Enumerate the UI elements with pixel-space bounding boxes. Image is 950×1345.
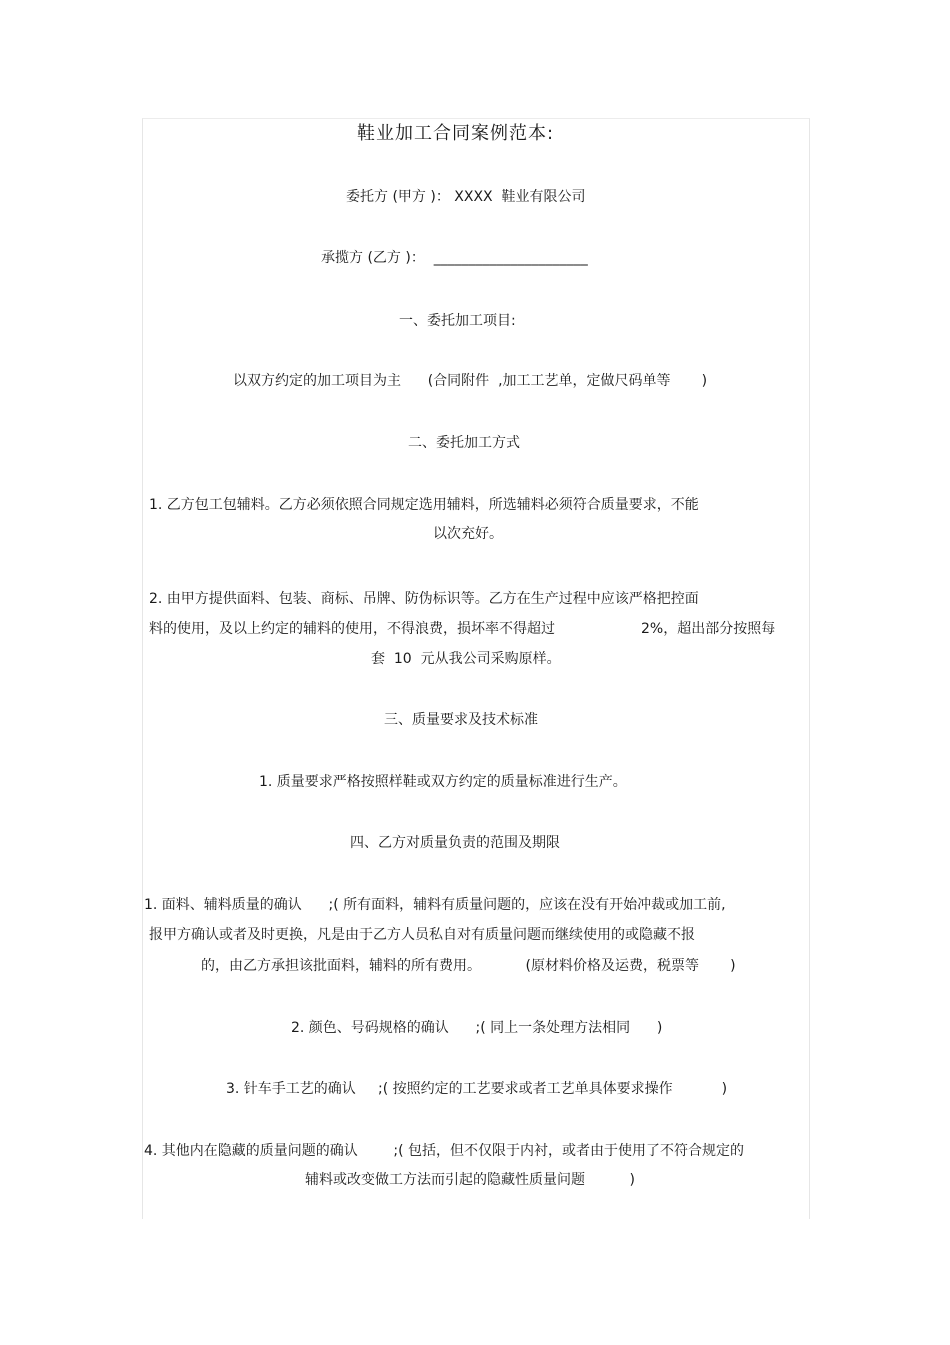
section-2-p1-line1: 1. 乙方包工包辅料。乙方必须依照合同规定选用辅料，所选辅料必须符合质量要求，不能: [149, 497, 699, 513]
section-2-p1-line2: 以次充好。: [433, 526, 503, 542]
party-a: 委托方 (甲方 )： XXXX 鞋业有限公司: [346, 189, 586, 205]
doc-title: 鞋业加工合同案例范本:: [357, 123, 555, 144]
section-1-text: 以双方约定的加工项目为主 (合同附件 ,加工工艺单，定做尺码单等 ): [233, 373, 708, 389]
section-4-p2: 2. 颜色、号码规格的确认 ;( 同上一条处理方法相同 ): [291, 1020, 663, 1036]
section-4-p1-line2: 报甲方确认或者及时更换，凡是由于乙方人员私自对有质量问题而继续使用的或隐藏不报: [149, 927, 695, 943]
section-2-p2-line2b: 2%，超出部分按照每: [641, 621, 776, 637]
section-4-p4-line2: 辅料或改变做工方法而引起的隐藏性质量问题 ): [305, 1172, 635, 1188]
section-4-p4-line1: 4. 其他内在隐藏的质量问题的确认 ;( 包括，但不仅限于内衬，或者由于使用了不符合规定的: [144, 1143, 745, 1159]
section-2-p2-line1: 2. 由甲方提供面料、包装、商标、吊牌、防伪标识等。乙方在生产过程中应该严格把控面: [149, 591, 699, 607]
section-4-p1-line3: 的，由乙方承担该批面料，辅料的所有费用。 (原材料价格及运费，税票等 ): [201, 958, 736, 974]
section-4-heading: 四、乙方对质量负责的范围及期限: [350, 835, 560, 851]
section-4-p3: 3. 针车手工艺的确认 ;( 按照约定的工艺要求或者工艺单具体要求操作 ): [226, 1081, 728, 1097]
section-2-p2-line3: 套 10 元从我公司采购原样。: [371, 651, 561, 667]
section-3-heading: 三、质量要求及技术标准: [384, 712, 538, 728]
section-3-p1: 1. 质量要求严格按照样鞋或双方约定的质量标准进行生产。: [259, 774, 627, 790]
section-2-heading: 二、委托加工方式: [408, 435, 520, 451]
section-1-heading: 一、委托加工项目:: [399, 313, 516, 329]
section-2-p2-line2a: 料的使用，及以上约定的辅料的使用，不得浪费，损坏率不得超过: [149, 621, 555, 637]
party-b: 承揽方 (乙方 )： ______________________: [321, 250, 588, 266]
section-4-p1-line1: 1. 面料、辅料质量的确认 ;( 所有面料，辅料有质量问题的，应该在没有开始冲裁或加工前,: [144, 897, 726, 913]
